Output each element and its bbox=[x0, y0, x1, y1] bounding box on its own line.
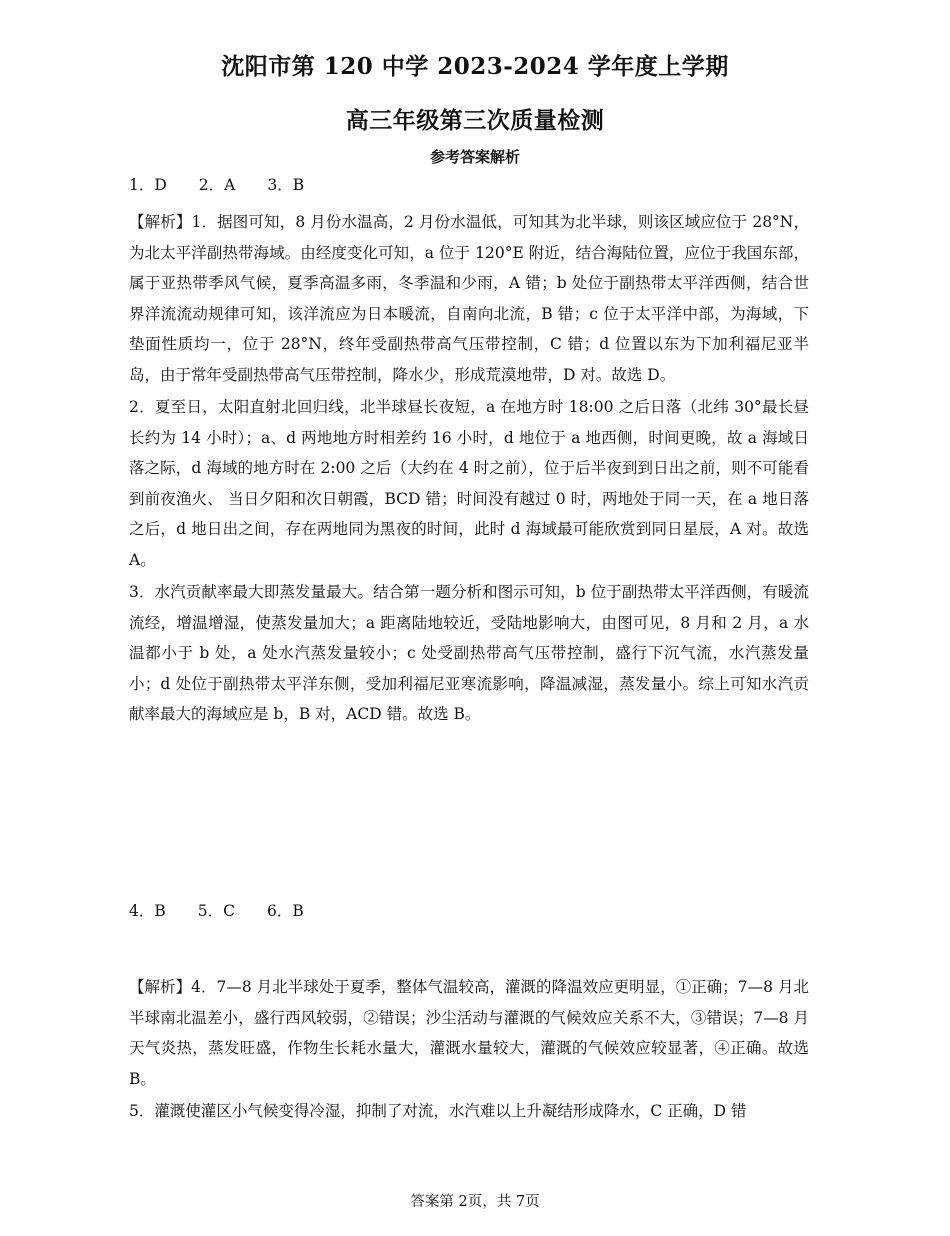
answer-item: 2．A bbox=[198, 176, 236, 194]
answer-item: 1．D bbox=[129, 176, 167, 194]
answer-item: 4．B bbox=[129, 902, 166, 920]
answer-item: 3．B bbox=[267, 176, 305, 194]
answer-item: 5．C bbox=[197, 902, 235, 920]
page-subtitle: 高三年级第三次质量检测 bbox=[345, 107, 605, 134]
page-footer: 答案第 2页，共 7页 bbox=[410, 1194, 540, 1210]
explanation-q5: 5．灌溉使灌区小气候变得冷湿，抑制了对流，水汽难以上升凝结形成降水，C 正确，D 错 bbox=[129, 1102, 747, 1120]
section-heading: 参考答案解析 bbox=[429, 148, 520, 166]
answer-item: 6．B bbox=[267, 902, 304, 920]
answer-key-1-3 bbox=[129, 170, 304, 201]
answer-key-4-6 bbox=[129, 896, 304, 927]
explanation-q2: 2．夏至日，太阳直射北回归线，北半球昼长夜短，a 在地方时 18:00 之后日落（北纬 30°最长昼长约为 14 小时）；a、d 两地地方时相差约 16 小时，d 地位于 a 地西侧，时间更晚，故 a 海域日落之际，d 海域的地方时在 2:00 之后（大约在 4 时之前），位于后半夜到到日出之前，则不可能看到前夜渔火、 当日夕阳和次日朝霞，BCD 错；时间没有越过 0 时，两地处于同一天，在 a 地日落之后，d 地日出之间，存在两地同为黑夜的时间，此时 d 海域最可能欣赏到同日星辰，A 对。故选 A。 bbox=[129, 398, 809, 569]
explanation-block-1 bbox=[129, 207, 809, 730]
explanation-q3: 3．水汽贡献率最大即蒸发量最大。结合第一题分析和图示可知，b 位于副热带太平洋西侧，有暖流流经，增温增湿，使蒸发量加大；a 距离陆地较近，受陆地影响大，由图可见，8 月和 2 月，a 水温都小于 b 处，a 处水汽蒸发量较小；c 处受副热带高气压带控制，盛行下沉气流，水汽蒸发量小；d 处位于副热带太平洋东侧，受加利福尼亚寒流影响，降温减湿，蒸发量小。综上可知水汽贡献率最大的海域应是 b，B 对，ACD 错。故选 B。 bbox=[129, 583, 809, 723]
page-title: 沈阳市第 120 中学 2023-2024 学年度上学期 bbox=[221, 53, 729, 80]
explanation-block-2 bbox=[129, 972, 809, 1127]
explanation-q4: 【解析】4．7—8 月北半球处于夏季，整体气温较高，灌溉的降温效应更明显，①正确；7—8 月北半球南北温差小，盛行西风较弱，②错误；沙尘活动与灌溉的气候效应关系不大，③错误；7—8 月天气炎热，蒸发旺盛，作物生长耗水量大，灌溉水量较大，灌溉的气候效应较显著，④正确。故选 B。 bbox=[129, 978, 809, 1088]
explanation-q1: 【解析】1．据图可知，8 月份水温高，2 月份水温低，可知其为北半球，则该区域应位于 28°N，为北太平洋副热带海域。由经度变化可知，a 位于 120°E 附近，结合海陆位置，应位于我国东部，属于亚热带季风气候，夏季高温多雨，冬季温和少雨，A 错；b 处位于副热带太平洋西侧，结合世界洋流流动规律可知，该洋流应为日本暖流，自南向北流，B 错；c 位于太平洋中部，为海域，下垫面性质均一，位于 28°N，终年受副热带高气压带控制，C 错；d 位置以东为下加利福尼亚半岛，由于常年受副热带高气压带控制，降水少，形成荒漠地带，D 对。故选 D。 bbox=[129, 213, 809, 384]
